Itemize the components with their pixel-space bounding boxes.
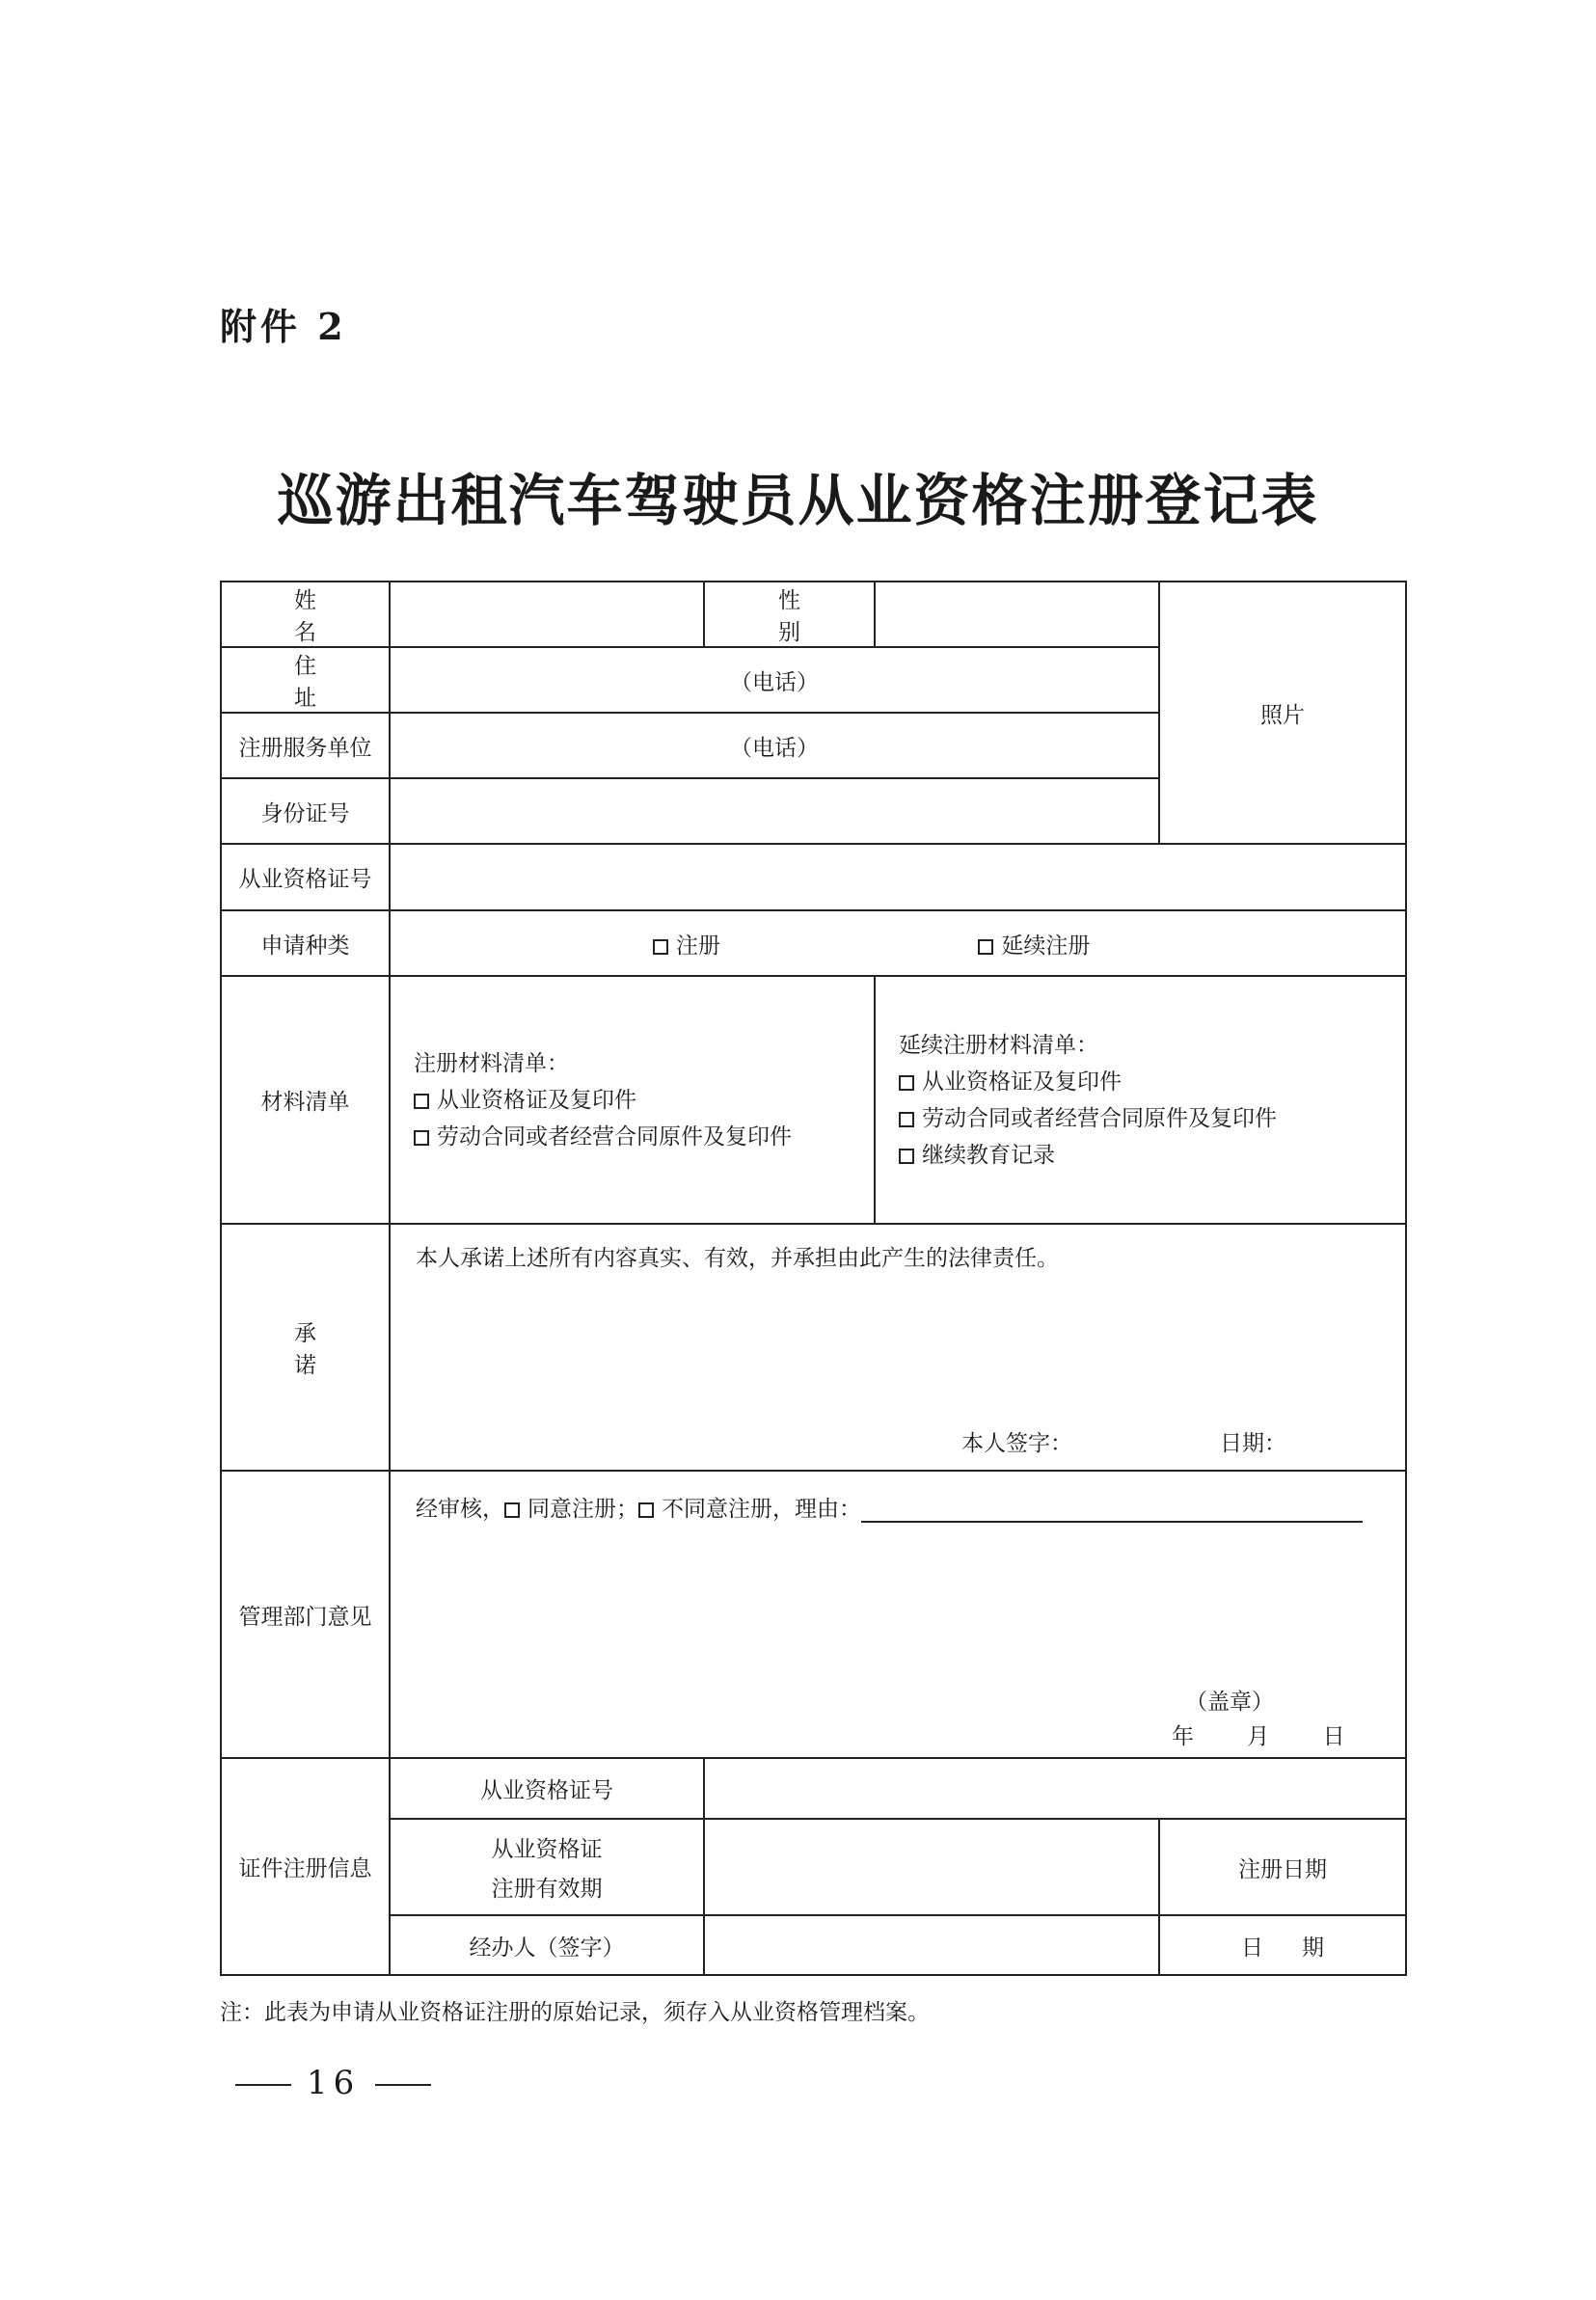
name-label: 姓名 — [221, 582, 390, 647]
apply-type-options — [390, 910, 1406, 976]
list-item[interactable]: 从业资格证及复印件 — [414, 1082, 851, 1119]
opinion-label: 管理部门意见 — [221, 1471, 390, 1758]
checkbox-icon[interactable] — [414, 1130, 429, 1146]
list-item[interactable]: 从业资格证及复印件 — [899, 1064, 1382, 1100]
handler-field[interactable] — [704, 1915, 1159, 1975]
photo-label: 照片 — [1260, 702, 1305, 728]
checkbox-icon[interactable] — [653, 939, 668, 955]
register-materials — [390, 976, 875, 1224]
promise-label: 承诺 — [221, 1224, 390, 1471]
reg-date-label: 注册日期 — [1159, 1819, 1406, 1915]
option-renew[interactable]: 延续注册 — [978, 928, 1090, 960]
gender-field[interactable] — [875, 582, 1159, 647]
register-materials-title: 注册材料清单： — [414, 1050, 569, 1076]
cert-reg-number-label: 从业资格证号 — [390, 1758, 704, 1819]
opinion-date: 年 月 日 — [1172, 1724, 1368, 1749]
renew-materials-title: 延续注册材料清单： — [899, 1032, 1098, 1058]
form-title: 巡游出租汽车驾驶员从业资格注册登记表 — [277, 468, 1319, 533]
checkbox-icon[interactable] — [638, 1502, 654, 1518]
id-number-label: 身份证号 — [221, 778, 390, 844]
cert-number-label: 从业资格证号 — [221, 844, 390, 910]
cert-reg-label: 证件注册信息 — [221, 1758, 390, 1975]
attachment-label: 附件 2 — [220, 305, 347, 348]
list-item[interactable]: 继续教育记录 — [899, 1137, 1382, 1174]
promise-sign-label: 本人签字： — [961, 1431, 1072, 1456]
name-field[interactable] — [390, 582, 704, 647]
reason-line[interactable] — [861, 1500, 1363, 1523]
checkbox-icon[interactable] — [504, 1502, 520, 1518]
handler-label: 经办人（签字） — [390, 1915, 704, 1975]
cert-valid-label: 从业资格证 注册有效期 — [390, 1819, 704, 1915]
checkbox-icon[interactable] — [978, 939, 993, 955]
address-phone-hint: （电话） — [730, 669, 819, 695]
registration-form — [220, 581, 1407, 1976]
service-unit-label: 注册服务单位 — [221, 713, 390, 778]
form-note: 注：此表为申请从业资格证注册的原始记录，须存入从业资格管理档案。 — [220, 2000, 930, 2025]
service-phone-hint: （电话） — [730, 735, 819, 761]
id-number-field[interactable] — [390, 778, 1159, 844]
materials-label: 材料清单 — [221, 976, 390, 1224]
checkbox-icon[interactable] — [899, 1075, 914, 1091]
checkbox-icon[interactable] — [899, 1149, 914, 1164]
opinion-line: 经审核， 同意注册； 不同意注册，理由： — [416, 1491, 1363, 1523]
promise-text: 本人承诺上述所有内容真实、有效，并承担由此产生的法律责任。 — [416, 1246, 1059, 1271]
promise-date-label: 日期： — [1220, 1431, 1286, 1456]
apply-type-label: 申请种类 — [221, 910, 390, 976]
photo-box[interactable] — [1159, 582, 1406, 844]
address-label: 住址 — [221, 647, 390, 713]
seal-label: （盖章） — [1185, 1690, 1274, 1715]
renew-materials — [875, 976, 1406, 1224]
address-field[interactable] — [390, 647, 1159, 713]
dash-left — [235, 2084, 291, 2086]
option-register[interactable]: 注册 — [653, 928, 720, 960]
page-number: 16 — [220, 2064, 446, 2102]
checkbox-icon[interactable] — [414, 1094, 429, 1109]
list-item[interactable]: 劳动合同或者经营合同原件及复印件 — [899, 1100, 1382, 1137]
gender-label: 性别 — [704, 582, 875, 647]
cert-valid-field[interactable] — [704, 1819, 1159, 1915]
opinion-cell[interactable] — [390, 1471, 1406, 1758]
cert-reg-number-field[interactable] — [704, 1758, 1406, 1819]
checkbox-icon[interactable] — [899, 1112, 914, 1127]
cert-number-field[interactable] — [390, 844, 1406, 910]
list-item[interactable]: 劳动合同或者经营合同原件及复印件 — [414, 1119, 851, 1155]
promise-cell[interactable] — [390, 1224, 1406, 1471]
date-label: 日期 — [1159, 1915, 1406, 1975]
dash-right — [375, 2084, 431, 2086]
service-unit-field[interactable] — [390, 713, 1159, 778]
